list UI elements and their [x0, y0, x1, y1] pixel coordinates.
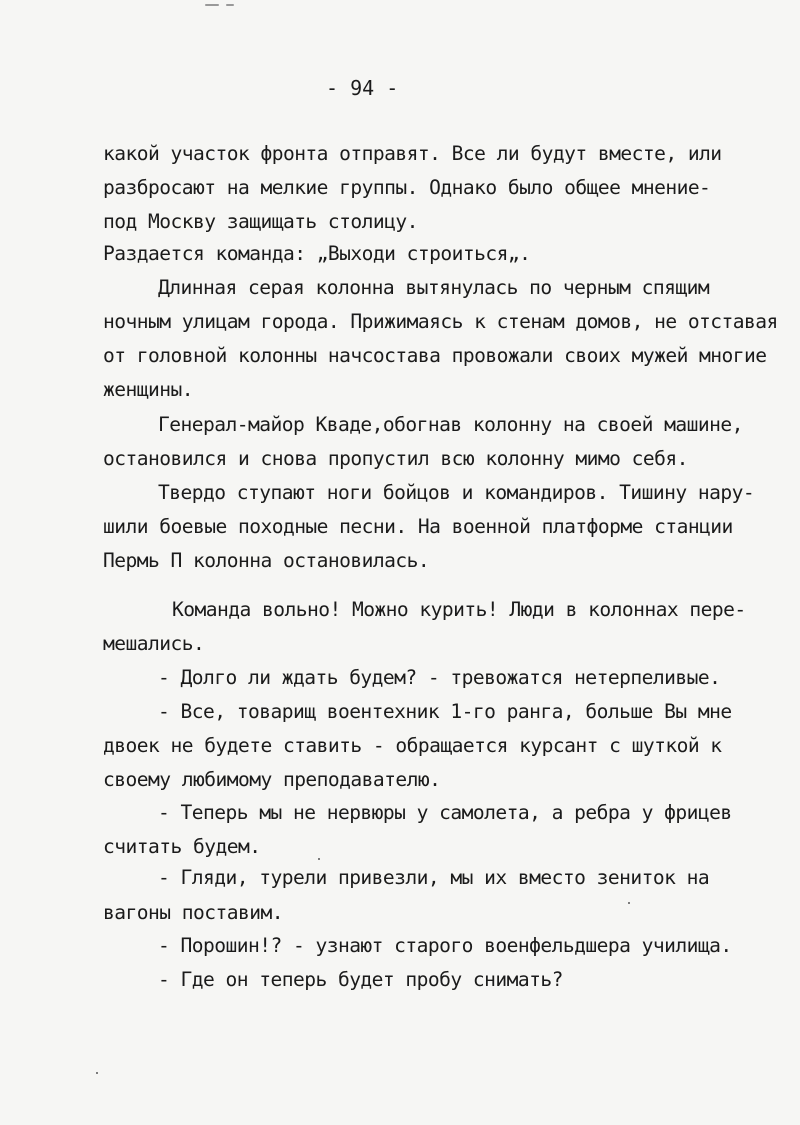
- text-line: ночным улицам города. Прижимаясь к стенам домов, не отставая: [103, 310, 778, 333]
- text-line: Генерал-майор Кваде,обогнав колонну на своей машине,: [158, 413, 743, 436]
- text-line: считать будем.: [103, 835, 261, 858]
- text-line: какой участок фронта отправят. Все ли будут вместе, или: [103, 142, 722, 165]
- text-line: двоек не будете ставить - обращается курсант с шуткой к: [103, 734, 722, 757]
- scan-speck: [628, 902, 630, 904]
- text-line: - Теперь мы не нервюры у самолета, а ребра у фрицев: [158, 801, 732, 824]
- text-line: разбросают на мелкие группы. Однако было общее мнение-: [103, 176, 711, 199]
- page-number: - 94 -: [326, 76, 399, 100]
- scan-speck: [205, 4, 219, 6]
- text-line: Раздается команда: „Выходи строиться„.: [103, 242, 531, 265]
- text-line: своему любимому преподавателю.: [103, 768, 441, 791]
- text-line: - Долго ли ждать будем? - тревожатся нетерпеливые.: [158, 666, 721, 689]
- text-line: Команда вольно! Можно курить! Люди в колоннах пере-: [172, 598, 746, 621]
- text-line: под Москву защищать столицу.: [103, 210, 418, 233]
- text-line: Твердо ступают ноги бойцов и командиров. Тишину нару-: [158, 481, 755, 504]
- text-line: - Гляди, турели привезли, мы их вместо зениток на: [158, 866, 710, 889]
- text-line: шили боевые походные песни. На военной платформе станции: [103, 515, 733, 538]
- text-line: вагоны поставим.: [103, 901, 283, 924]
- scan-speck: [96, 1072, 98, 1074]
- scan-speck: [226, 4, 234, 6]
- text-line: - Где он теперь будет пробу снимать?: [158, 968, 563, 991]
- text-line: женщины.: [103, 378, 193, 401]
- text-line: Длинная серая колонна вытянулась по черным спящим: [158, 276, 710, 299]
- text-line: от головной колонны начсостава провожали своих мужей многие: [103, 344, 767, 367]
- text-line: мешались.: [103, 632, 205, 655]
- text-line: Пермь П колонна остановилась.: [103, 549, 430, 572]
- scan-speck: [318, 858, 320, 860]
- text-line: - Все, товарищ воентехник 1-го ранга, больше Вы мне: [158, 700, 732, 723]
- text-line: остановился и снова пропустил всю колонну мимо себя.: [103, 447, 688, 470]
- text-line: - Порошин!? - узнают старого военфельдшера училища.: [158, 934, 732, 957]
